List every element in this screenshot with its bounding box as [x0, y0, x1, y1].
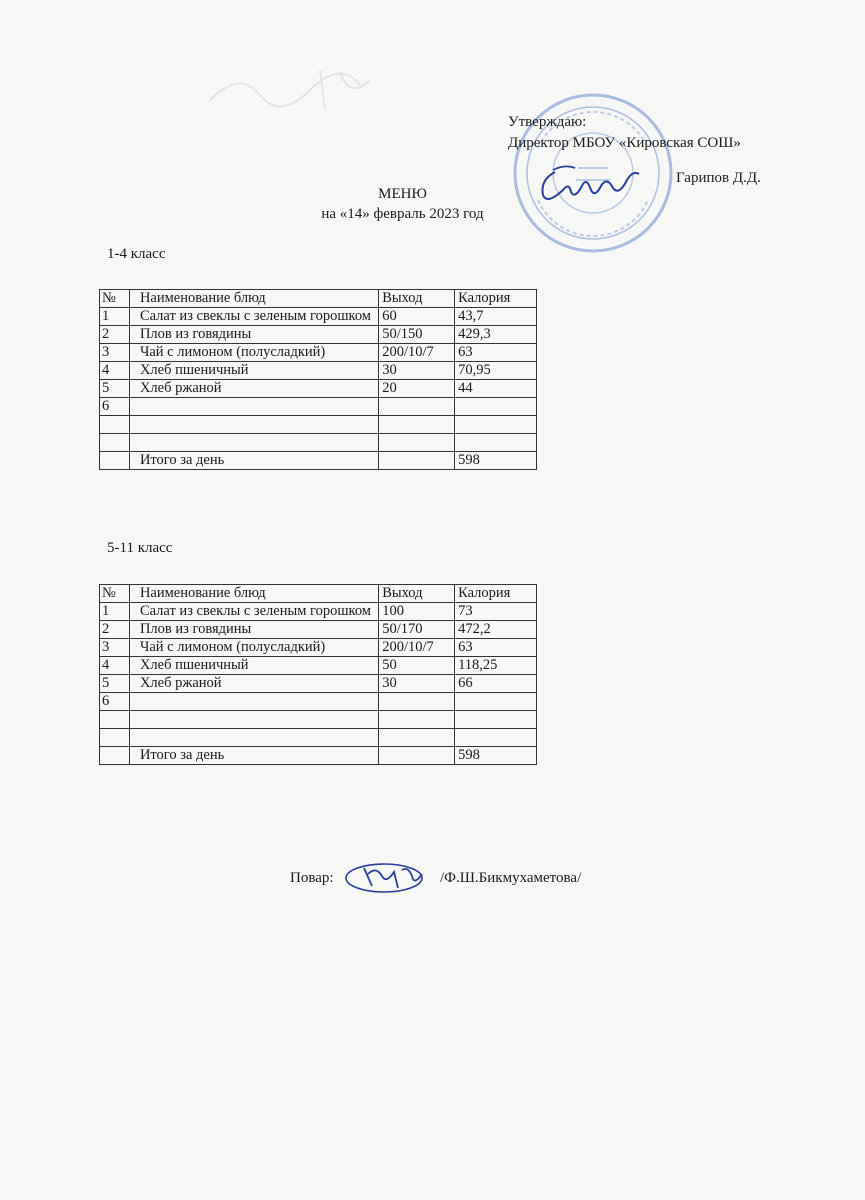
row-num: 5 — [100, 675, 130, 693]
row-name: Хлеб пшеничный — [129, 362, 378, 380]
total-label: Итого за день — [129, 747, 378, 765]
approval-heading: Утверждаю: — [508, 114, 587, 130]
total-calories: 598 — [455, 452, 537, 470]
total-row — [100, 452, 537, 470]
row-num — [100, 416, 130, 434]
row-output — [379, 711, 455, 729]
header-num: № — [100, 290, 130, 308]
header-calories: Калория — [455, 585, 537, 603]
table-row — [100, 621, 537, 639]
row-name: Хлеб ржаной — [129, 380, 378, 398]
row-num: 1 — [100, 308, 130, 326]
approval-position: Директор МБОУ «Кировская СОШ» — [508, 135, 741, 151]
class-label-1-4: 1-4 класс — [107, 246, 166, 262]
row-calories — [455, 693, 537, 711]
row-num: 2 — [100, 326, 130, 344]
cook-signature — [342, 856, 436, 896]
row-name: Чай с лимоном (полусладкий) — [129, 344, 378, 362]
row-output — [379, 398, 455, 416]
table-row — [100, 344, 537, 362]
row-calories — [455, 416, 537, 434]
row-name: Чай с лимоном (полусладкий) — [129, 639, 378, 657]
table-row — [100, 326, 537, 344]
total-calories: 598 — [455, 747, 537, 765]
row-name: Плов из говядины — [129, 621, 378, 639]
header-output: Выход — [379, 585, 455, 603]
row-output: 20 — [379, 380, 455, 398]
total-label: Итого за день — [129, 452, 378, 470]
row-output: 200/10/7 — [379, 639, 455, 657]
row-name: Хлеб ржаной — [129, 675, 378, 693]
row-name: Салат из свеклы с зеленым горошком — [129, 603, 378, 621]
table-row — [100, 434, 537, 452]
approval-block — [508, 112, 741, 154]
table-row — [100, 711, 537, 729]
row-name: Хлеб пшеничный — [129, 657, 378, 675]
row-output: 30 — [379, 362, 455, 380]
header-num: № — [100, 585, 130, 603]
table-row — [100, 380, 537, 398]
row-output: 50 — [379, 657, 455, 675]
header-calories: Калория — [455, 290, 537, 308]
row-name: Плов из говядины — [129, 326, 378, 344]
row-calories: 70,95 — [455, 362, 537, 380]
row-name — [129, 711, 378, 729]
header-name: Наименование блюд — [129, 585, 378, 603]
row-calories: 118,25 — [455, 657, 537, 675]
row-output: 30 — [379, 675, 455, 693]
row-num: 4 — [100, 657, 130, 675]
table-row — [100, 398, 537, 416]
row-num — [100, 434, 130, 452]
row-calories: 63 — [455, 344, 537, 362]
row-output: 50/150 — [379, 326, 455, 344]
row-num — [100, 711, 130, 729]
row-output: 60 — [379, 308, 455, 326]
table-row — [100, 675, 537, 693]
row-output — [379, 729, 455, 747]
header-output: Выход — [379, 290, 455, 308]
row-calories — [455, 434, 537, 452]
row-num: 6 — [100, 398, 130, 416]
table-row — [100, 693, 537, 711]
document-title: МЕНЮ — [378, 186, 427, 202]
document-date: на «14» февраль 2023 год — [321, 206, 484, 222]
table-row — [100, 603, 537, 621]
table-row — [100, 308, 537, 326]
table-row — [100, 729, 537, 747]
header-name: Наименование блюд — [129, 290, 378, 308]
row-name — [129, 693, 378, 711]
row-name — [129, 434, 378, 452]
class-label-5-11: 5-11 класс — [107, 540, 173, 556]
row-num — [100, 729, 130, 747]
row-calories: 43,7 — [455, 308, 537, 326]
row-name — [129, 398, 378, 416]
row-calories: 429,3 — [455, 326, 537, 344]
row-output — [379, 693, 455, 711]
row-name — [129, 729, 378, 747]
row-num: 1 — [100, 603, 130, 621]
row-output: 200/10/7 — [379, 344, 455, 362]
row-output: 50/170 — [379, 621, 455, 639]
row-num: 2 — [100, 621, 130, 639]
cook-label: Повар: — [290, 870, 334, 886]
row-calories — [455, 729, 537, 747]
row-calories — [455, 711, 537, 729]
table-row — [100, 657, 537, 675]
total-row — [100, 747, 537, 765]
row-num: 3 — [100, 639, 130, 657]
table-header-row — [100, 290, 537, 308]
row-output — [379, 416, 455, 434]
table-header-row — [100, 585, 537, 603]
row-output: 100 — [379, 603, 455, 621]
row-calories: 44 — [455, 380, 537, 398]
table-row — [100, 362, 537, 380]
menu-table-5-11 — [99, 584, 537, 765]
row-output — [379, 434, 455, 452]
menu-table-1-4 — [99, 289, 537, 470]
row-calories — [455, 398, 537, 416]
row-name: Салат из свеклы с зеленым горошком — [129, 308, 378, 326]
row-name — [129, 416, 378, 434]
row-calories: 66 — [455, 675, 537, 693]
cook-name: /Ф.Ш.Бикмухаметова/ — [440, 870, 582, 886]
approval-name: Гарипов Д.Д. — [676, 170, 761, 186]
row-num: 5 — [100, 380, 130, 398]
row-num: 4 — [100, 362, 130, 380]
table-row — [100, 416, 537, 434]
row-calories: 472,2 — [455, 621, 537, 639]
row-calories: 63 — [455, 639, 537, 657]
row-num: 6 — [100, 693, 130, 711]
bleed-through-mark — [200, 60, 400, 120]
table-row — [100, 639, 537, 657]
row-calories: 73 — [455, 603, 537, 621]
row-num: 3 — [100, 344, 130, 362]
